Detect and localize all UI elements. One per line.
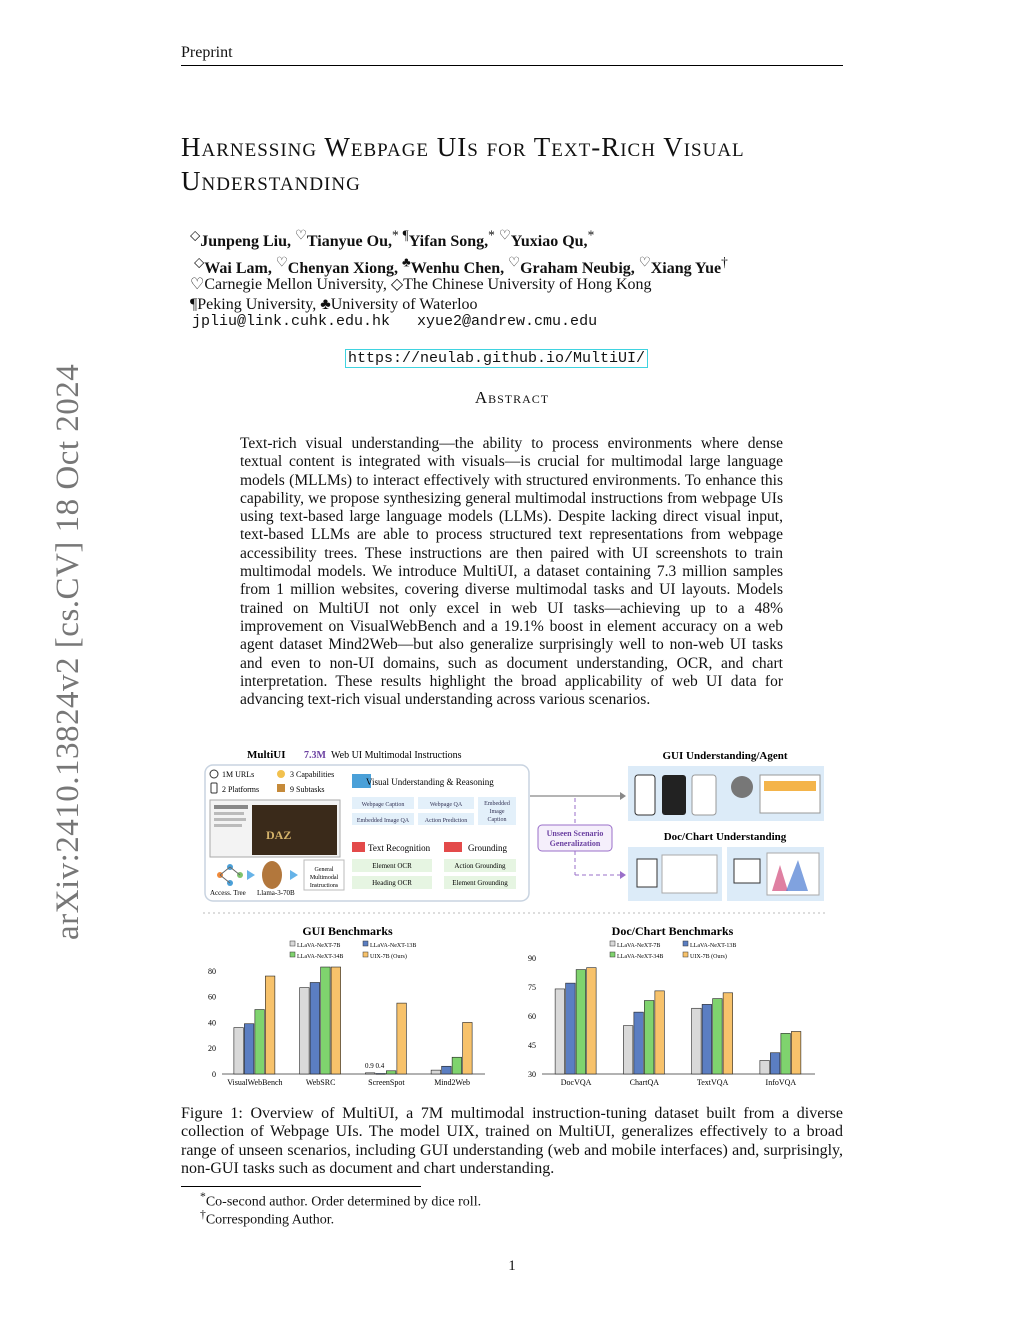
task-heading-ocr: Heading OCR (372, 879, 412, 887)
tr-title: Text Recognition (368, 843, 431, 853)
bar (452, 1057, 462, 1074)
panel-count: 7.3M (304, 750, 326, 761)
data-label: 0.9 (365, 1062, 374, 1070)
gui-understanding-title: GUI Understanding/Agent (662, 750, 788, 762)
y-tick-label: 45 (528, 1041, 536, 1050)
bar (331, 967, 341, 1074)
legend-label: LLaVA-NeXT-13B (370, 943, 417, 949)
arxiv-identifier: arXiv:2410.13824v2 [cs.CV] 18 Oct 2024 (50, 363, 86, 940)
web-thumb-banner (764, 781, 816, 791)
running-header: Preprint (181, 44, 233, 61)
legend-swatch (610, 941, 615, 946)
general-instr-1: General (314, 867, 334, 873)
y-tick-label: 90 (528, 954, 536, 963)
legend-label: LLaVA-NeXT-34B (297, 954, 344, 960)
task-action-prediction: Action Prediction (424, 818, 468, 824)
doc-understanding-title: Doc/Chart Understanding (663, 831, 787, 843)
y-tick-label: 60 (208, 992, 216, 1002)
panel-subtitle: Web UI Multimodal Instructions (331, 750, 462, 761)
legend-swatch (683, 941, 688, 946)
task-webpage-qa: Webpage QA (429, 802, 463, 808)
panel-title: MultiUI (247, 749, 286, 761)
bar (623, 1026, 633, 1074)
author-l2-3: ♡Graham Neubig, (508, 254, 635, 277)
task-embedded-caption-1: Embedded (484, 801, 510, 807)
bar (644, 1001, 654, 1074)
footnote-1-text: Co-second author. Order determined by dice roll. (205, 1194, 482, 1210)
abstract-body: Text-rich visual understanding—the ability to process environments where dense textual content is integrated with visuals—is crucial for multimodal large language models (MLLMs) to interact effectively with structured environments. To enhance this capability, we propose synthesizing general multimodal instructions from webpage UIs using text-based large language models (LLMs). Despite lacking direct visual input, text-based LLMs are able to process structured text representations from webpage accessibility trees. These instructions are then paired with UI screenshots to train multimodal models. We introduce MultiUI, a dataset containing 7.3 million samples from 1 million websites, covering diverse multimodal tasks and UI layouts. Models trained on MultiUI not only excel in web UI tasks—achieving up to a 48% improvement on VisualWebBench and a 19.1% boost in element accuracy on a web agent dataset Mind2Web—but also generalize surprisingly well to non-web UI tasks and even to non-UI domains, such as document understanding, OCR, and chart interpretation. These results highlight the broad applicability of web UI data for advancing text-rich visual understanding across various scenarios. (240, 435, 783, 709)
legend-swatch (610, 952, 615, 957)
bar (587, 968, 597, 1074)
bar (634, 1012, 644, 1074)
grounding-icon (444, 842, 462, 852)
paper-title: Harnessing Webpage UIs for Text-Rich Visual Understanding (181, 132, 745, 196)
doc-scan (662, 855, 717, 893)
y-tick-label: 20 (208, 1044, 216, 1054)
legend-label: LLaVA-NeXT-34B (617, 954, 664, 960)
bar (255, 1010, 265, 1074)
footnote-1-mark: * (200, 1190, 206, 1203)
bar (431, 1070, 441, 1074)
general-instr-3: Instructions (309, 883, 339, 889)
robot-icon (731, 776, 753, 798)
author-0: ◇Junpeng Liu, (190, 228, 291, 251)
chart-title: GUI Benchmarks (302, 924, 393, 938)
bar (555, 989, 565, 1074)
legend-swatch (290, 952, 295, 957)
bulb-icon (277, 770, 285, 778)
abstract-heading: Abstract (474, 388, 550, 407)
author-l2-1: ♡Chenyan Xiong, (275, 254, 399, 277)
figure-1 (200, 745, 830, 1095)
bar (310, 982, 320, 1074)
task-icon (277, 784, 285, 792)
gui-benchmark-chart (208, 924, 485, 1087)
legend-swatch (363, 952, 368, 957)
arrow-head-doc (620, 871, 626, 879)
unseen-line-1: Unseen Scenario (546, 829, 604, 838)
bar (770, 1053, 780, 1074)
web-thumb (760, 775, 820, 813)
x-tick-label: InfoVQA (765, 1078, 797, 1087)
legend-label: LLaVA-NeXT-7B (617, 943, 661, 949)
bar (791, 1031, 801, 1074)
y-tick-label: 40 (208, 1018, 216, 1028)
phone-thumb-3 (692, 775, 716, 815)
y-tick-label: 75 (528, 983, 536, 992)
stat-platforms: 2 Platforms (222, 785, 260, 794)
bar (265, 976, 275, 1074)
llama-icon (262, 861, 282, 889)
bar (386, 1071, 396, 1074)
legend-swatch (363, 941, 368, 946)
task-embedded-qa: Embedded Image QA (356, 818, 410, 824)
task-element-ocr: Element OCR (372, 862, 412, 870)
phone-thumb-2 (662, 775, 686, 815)
author-l2-2: ♣Wenhu Chen, (402, 254, 505, 277)
project-link[interactable]: https://neulab.github.io/MultiUI/ (345, 349, 648, 368)
footnote-2 (200, 1208, 334, 1229)
legend-swatch (290, 941, 295, 946)
legend-label: UIX-7B (Ours) (370, 954, 407, 960)
bar (442, 1066, 452, 1074)
bar (760, 1060, 770, 1074)
bar (566, 983, 576, 1074)
bar (781, 1033, 791, 1074)
gr-title: Grounding (468, 843, 507, 853)
vur-title: Visual Understanding & Reasoning (366, 777, 494, 787)
stat-urls: 1M URLs (222, 770, 255, 779)
doc-icon (637, 859, 657, 887)
bar (702, 1004, 712, 1074)
bar (655, 991, 665, 1074)
bar (723, 993, 733, 1074)
figure-caption: Figure 1: Overview of MultiUI, a 7M multimodal instruction-tuning dataset built from a diverse collection of Webpage UIs. The model UIX, trained on MultiUI, generalizes effectively to a broad range of unseen scenarios, including GUI understanding (web and mobile interfaces) and, surprisingly, non-GUI tasks such as document and chart understanding. (181, 1105, 843, 1177)
task-embedded-caption-3: Caption (487, 817, 507, 823)
y-tick-label: 60 (528, 1012, 536, 1021)
vur-group (352, 774, 516, 825)
phone-thumb (635, 775, 655, 815)
gr-group (444, 842, 516, 889)
arxiv-sidebar (20, 355, 86, 940)
legend-swatch (683, 952, 688, 957)
x-tick-label: ScreenSpot (368, 1078, 405, 1087)
webpage-thumbnail (210, 800, 340, 857)
bar (397, 1003, 407, 1074)
bar (365, 1073, 375, 1074)
x-tick-label: DocVQA (560, 1078, 592, 1087)
bar (463, 1022, 473, 1074)
chart-icon (734, 859, 760, 883)
author-line-1 (190, 226, 728, 252)
task-action-grounding: Action Grounding (454, 862, 506, 870)
pipeline-model-label: Llama-3-70B (257, 889, 295, 897)
x-tick-label: Mind2Web (434, 1078, 471, 1087)
arrow-head-gui (620, 792, 626, 800)
author-1: ♡Tianyue Ou,* (294, 228, 399, 251)
data-label: 0.4 (375, 1062, 385, 1070)
bar (321, 967, 331, 1074)
thumbnail-logo: DAZ (266, 828, 292, 842)
ocr-icon (352, 842, 365, 852)
task-element-grounding: Element Grounding (452, 879, 508, 887)
header-rule (181, 65, 843, 66)
author-list (190, 226, 728, 279)
author-l2-4: ♡Xiang Yue† (638, 254, 728, 277)
task-webpage-caption: Webpage Caption (361, 802, 405, 808)
doc-benchmark-chart (528, 924, 815, 1087)
legend-label: LLaVA-NeXT-7B (297, 943, 341, 949)
bar (376, 1073, 386, 1074)
tr-group (352, 842, 432, 889)
affiliations (190, 275, 652, 315)
author-3: ♡Yuxiao Qu,* (498, 228, 595, 251)
x-tick-label: VisualWebBench (227, 1078, 283, 1087)
x-tick-label: TextVQA (696, 1078, 729, 1087)
footnote-2-text: Corresponding Author. (205, 1212, 335, 1228)
footnote-rule (181, 1186, 421, 1187)
unseen-line-2: Generalization (549, 839, 601, 848)
pipeline-tree-label: Access. Tree (210, 889, 246, 897)
author-emails: jpliu@link.cuhk.edu.hk xyue2@andrew.cmu.edu (192, 313, 598, 330)
bar (234, 1028, 244, 1074)
y-tick-label: 80 (208, 966, 216, 976)
bar (713, 999, 723, 1074)
stat-capabilities: 3 Capabilities (290, 770, 335, 779)
author-l2-0: ◇Wai Lam, (194, 254, 272, 277)
bar (576, 970, 586, 1074)
x-tick-label: ChartQA (629, 1078, 660, 1087)
affiliation-line-1: ♡Carnegie Mellon University, ◇The Chinese University of Hong Kong (190, 276, 652, 293)
bar (244, 1024, 254, 1074)
legend-label: UIX-7B (Ours) (690, 954, 727, 960)
y-tick-label: 30 (528, 1070, 536, 1079)
bar (692, 1008, 702, 1074)
bar (300, 988, 310, 1074)
author-2: ¶Yifan Song,* (402, 228, 495, 251)
page-number: 1 (508, 1258, 516, 1274)
task-embedded-caption-2: Image (489, 809, 505, 815)
affiliation-line-2: ¶Peking University, ♣University of Waterloo (190, 296, 478, 313)
y-tick-label: 0 (212, 1070, 216, 1079)
footnote-2-mark: † (200, 1208, 206, 1221)
stat-subtasks: 9 Subtasks (290, 785, 325, 794)
x-tick-label: WebSRC (305, 1078, 336, 1087)
chart-title: Doc/Chart Benchmarks (611, 924, 734, 938)
legend-label: LLaVA-NeXT-13B (690, 943, 737, 949)
general-instr-2: Multimodal (309, 875, 339, 881)
